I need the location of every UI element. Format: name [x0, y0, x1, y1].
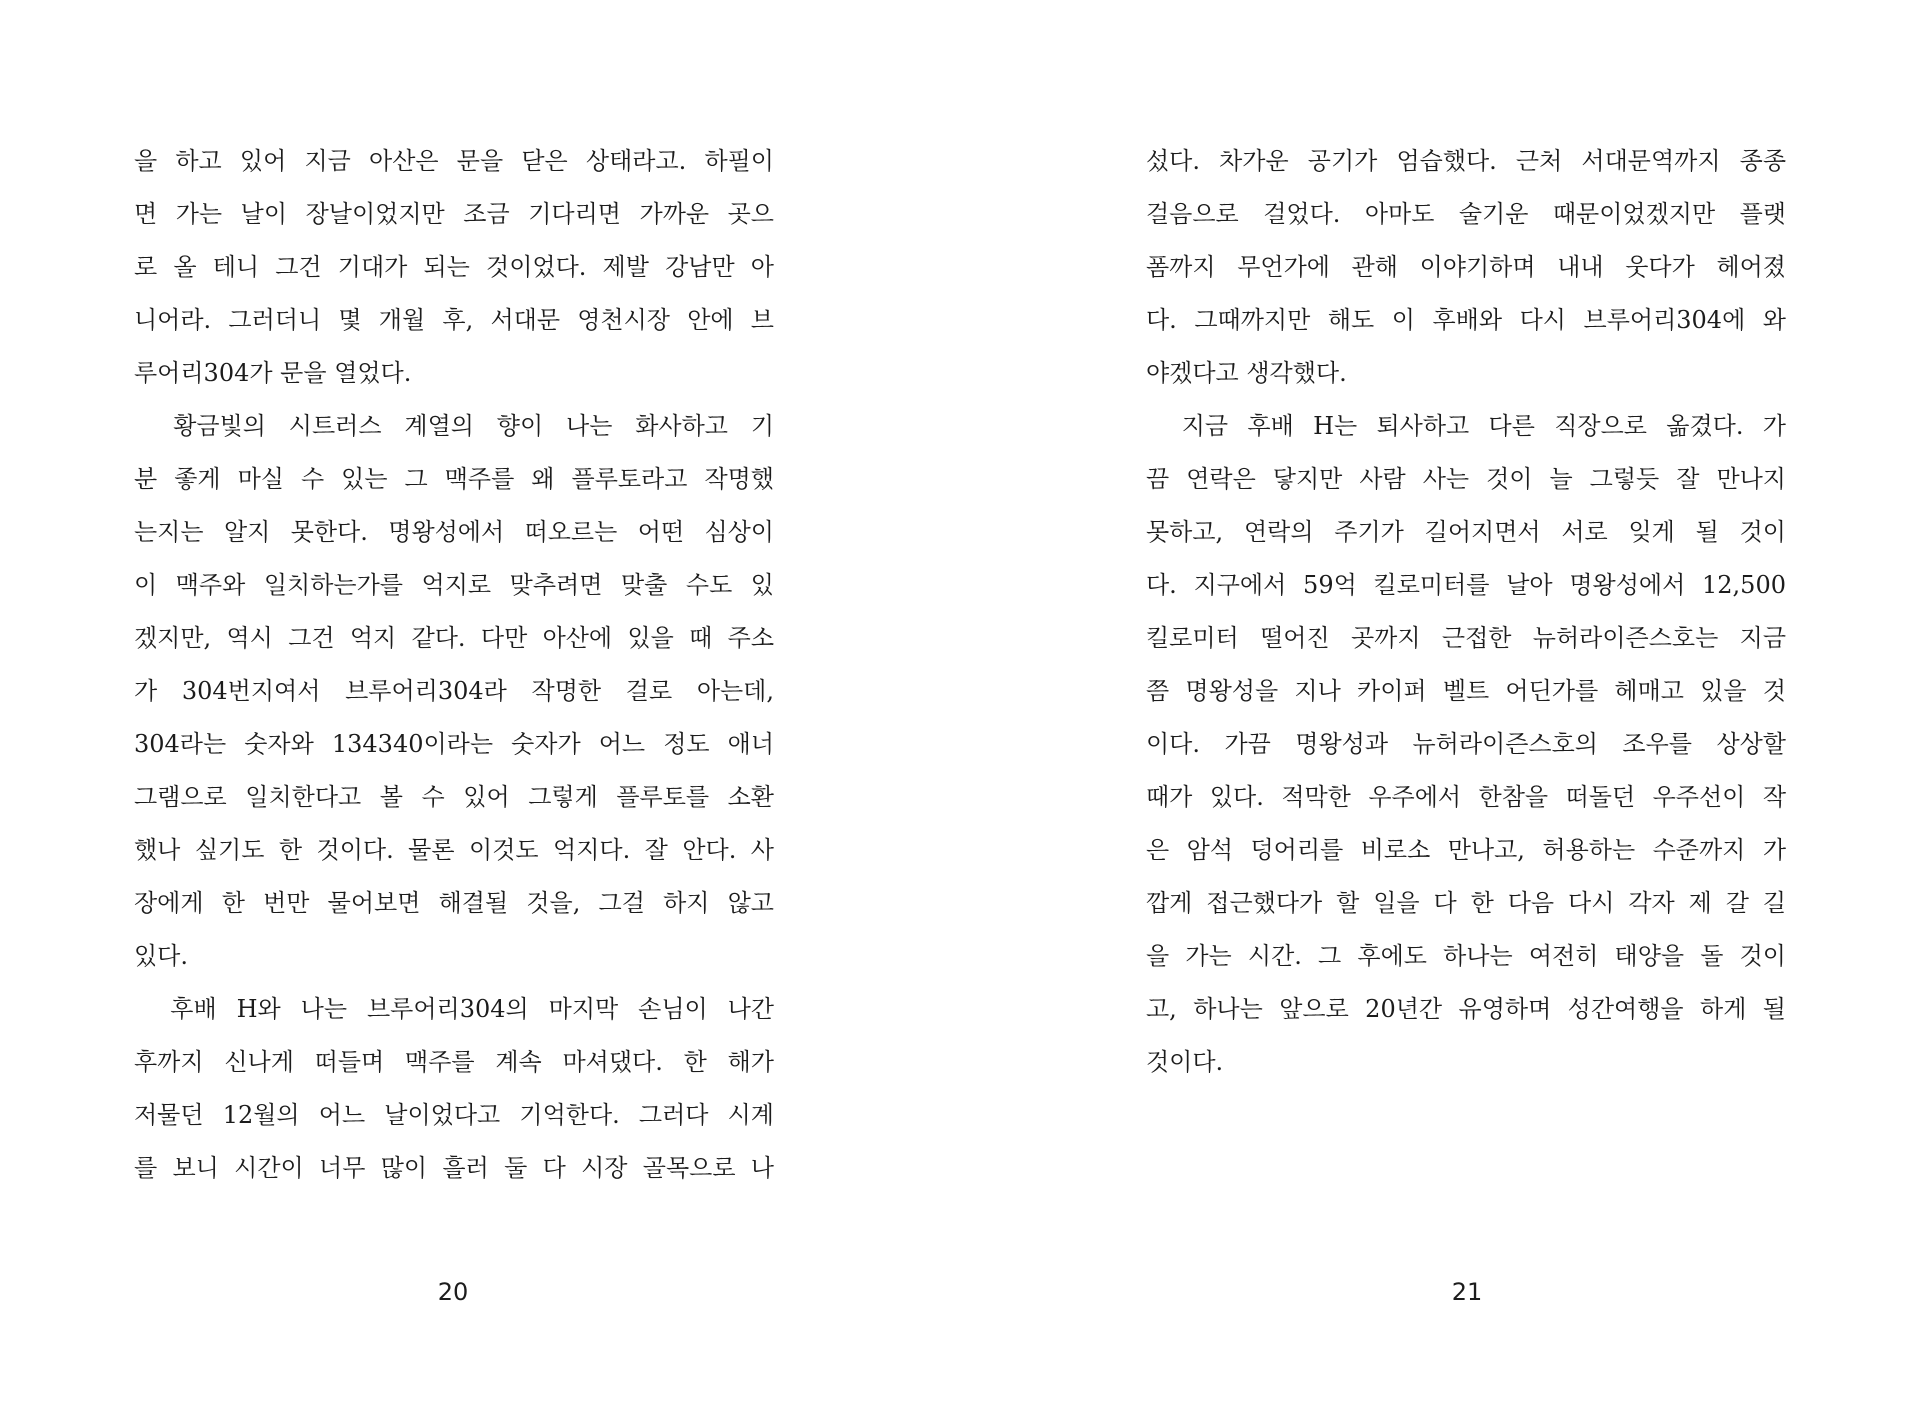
text-line: 는지는 알지 못한다. 명왕성에서 떠오르는 어떤 심상이 [134, 518, 774, 546]
text-line: 은 암석 덩어리를 비로소 만나고, 허용하는 수준까지 가 [1146, 836, 1786, 864]
text-line: 304라는 숫자와 134340이라는 숫자가 어느 정도 애너 [134, 730, 774, 758]
text-line: 지금 후배 H는 퇴사하고 다른 직장으로 옮겼다. 가 [1146, 412, 1786, 440]
text-line: 을 하고 있어 지금 아산은 문을 닫은 상태라고. 하필이 [134, 147, 774, 175]
text-line: 끔 연락은 닿지만 사람 사는 것이 늘 그렇듯 잘 만나지 [1146, 465, 1786, 493]
paragraph [134, 983, 774, 1195]
text-line: 겠지만, 역시 그건 억지 같다. 다만 아산에 있을 때 주소 [134, 624, 774, 652]
text-line: 했나 싶기도 한 것이다. 물론 이것도 억지다. 잘 안다. 사 [134, 836, 774, 864]
text-line: 후까지 신나게 떠들며 맥주를 계속 마셔댔다. 한 해가 [134, 1048, 774, 1076]
text-line: 황금빛의 시트러스 계열의 향이 나는 화사하고 기 [134, 412, 774, 440]
text-line: 이다. 가끔 명왕성과 뉴허라이즌스호의 조우를 상상할 [1146, 730, 1786, 758]
text-line: 가 304번지여서 브루어리304라 작명한 걸로 아는데, [134, 677, 774, 705]
text-line: 걸음으로 걸었다. 아마도 술기운 때문이었겠지만 플랫 [1146, 200, 1786, 228]
text-line: 면 가는 날이 장날이었지만 조금 기다리면 가까운 곳으 [134, 200, 774, 228]
text-line: 쯤 명왕성을 지나 카이퍼 벨트 어딘가를 헤매고 있을 것 [1146, 677, 1786, 705]
text-line: 로 올 테니 그건 기대가 되는 것이었다. 제발 강남만 아 [134, 253, 774, 281]
text-line: 것이다. [1146, 1048, 1224, 1076]
left-page [134, 135, 774, 1195]
text-line: 후배 H와 나는 브루어리304의 마지막 손님이 나간 [134, 995, 774, 1023]
text-line: 깝게 접근했다가 할 일을 다 한 다음 다시 각자 제 갈 길 [1146, 889, 1786, 917]
text-line: 루어리304가 문을 열었다. [134, 359, 412, 387]
text-line: 야겠다고 생각했다. [1146, 359, 1347, 387]
text-line: 때가 있다. 적막한 우주에서 한참을 떠돌던 우주선이 작 [1146, 783, 1786, 811]
text-line: 못하고, 연락의 주기가 길어지면서 서로 잊게 될 것이 [1146, 518, 1786, 546]
right-page [1146, 135, 1786, 1089]
text-line: 있다. [134, 942, 188, 970]
page-number-right: 21 [1451, 1278, 1483, 1306]
text-line: 을 가는 시간. 그 후에도 하나는 여전히 태양을 돌 것이 [1146, 942, 1786, 970]
text-line: 다. 지구에서 59억 킬로미터를 날아 명왕성에서 12,500 [1146, 571, 1786, 599]
text-line: 킬로미터 떨어진 곳까지 근접한 뉴허라이즌스호는 지금 [1146, 624, 1786, 652]
paragraph [1146, 400, 1786, 1089]
text-line: 고, 하나는 앞으로 20년간 유영하며 성간여행을 하게 될 [1146, 995, 1786, 1023]
text-line: 폼까지 무언가에 관해 이야기하며 내내 웃다가 헤어졌 [1146, 253, 1786, 281]
page-number-left: 20 [437, 1278, 469, 1306]
text-line: 다. 그때까지만 해도 이 후배와 다시 브루어리304에 와 [1146, 306, 1786, 334]
paragraph [134, 135, 774, 400]
paragraph [1146, 135, 1786, 400]
text-line: 저물던 12월의 어느 날이었다고 기억한다. 그러다 시계 [134, 1101, 774, 1129]
paragraph [134, 400, 774, 983]
text-line: 분 좋게 마실 수 있는 그 맥주를 왜 플루토라고 작명했 [134, 465, 774, 493]
text-line: 그램으로 일치한다고 볼 수 있어 그렇게 플루토를 소환 [134, 783, 774, 811]
text-line: 니어라. 그러더니 몇 개월 후, 서대문 영천시장 안에 브 [134, 306, 774, 334]
text-line: 이 맥주와 일치하는가를 억지로 맞추려면 맞출 수도 있 [134, 571, 774, 599]
text-line: 를 보니 시간이 너무 많이 흘러 둘 다 시장 골목으로 나 [134, 1154, 774, 1182]
text-line: 장에게 한 번만 물어보면 해결될 것을, 그걸 하지 않고 [134, 889, 774, 917]
text-line: 섰다. 차가운 공기가 엄습했다. 근처 서대문역까지 종종 [1146, 147, 1786, 175]
